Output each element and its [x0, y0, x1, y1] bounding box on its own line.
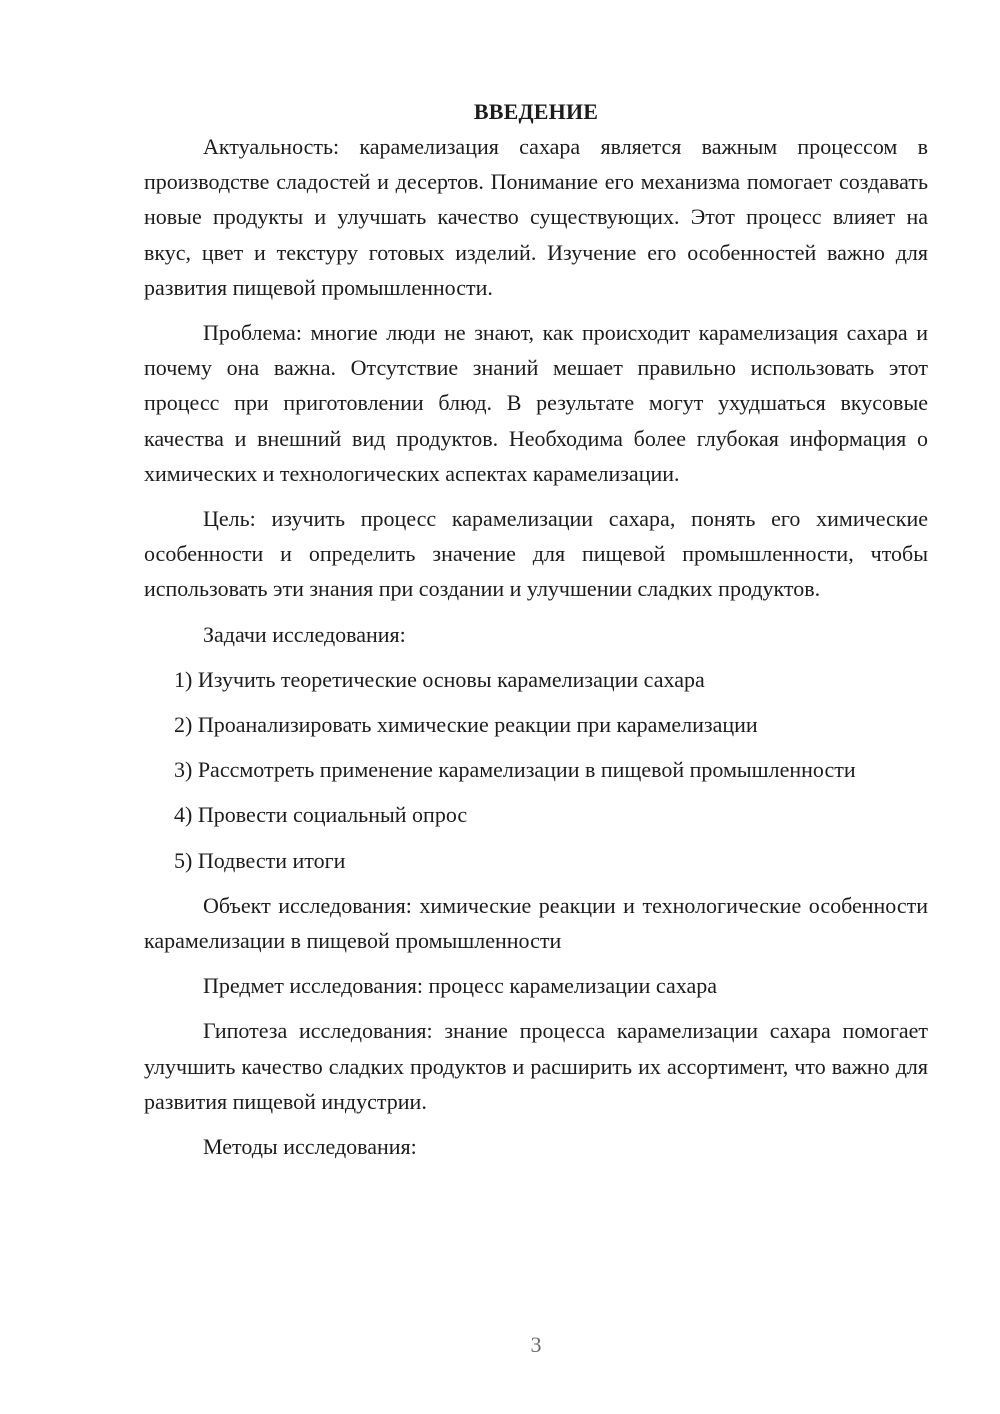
paragraph-subject: Предмет исследования: процесс карамелизации сахара: [203, 973, 717, 999]
paragraph-hypothesis: Гипотеза исследования: знание процесса карамелизации сахара помогает улучшить качество сладких продуктов и расширить их ассортимент, что важно для развития пищевой индустрии.: [144, 1018, 928, 1114]
list-item: 2) Проанализировать химические реакции при карамелизации: [174, 712, 758, 738]
section-heading: ВВЕДЕНИЕ: [473, 99, 599, 124]
document-page: [144, 94, 928, 1174]
list-item: 4) Провести социальный опрос: [174, 802, 468, 828]
methods-title: Методы исследования:: [203, 1134, 417, 1160]
paragraph-relevance: Актуальность: карамелизация сахара является важным процессом в производстве сладостей и десертов. Понимание его механизма помогает создавать новые продукты и улучшать качество существующих. Этот процесс влияет на вкус, цвет и текстуру готовых изделий. Изучение его особенностей важно для развития пищевой промышленности.: [144, 134, 928, 300]
list-item: 1) Изучить теоретические основы карамелизации сахара: [174, 666, 705, 692]
paragraph-object: Объект исследования: химические реакции и технологические особенности карамелизации в пищевой промышленности: [144, 892, 928, 954]
list-item: 5) Подвести итоги: [174, 847, 346, 873]
tasks-title: Задачи исследования:: [203, 621, 406, 647]
page-number: 3: [530, 1332, 542, 1357]
paragraph-problem: Проблема: многие люди не знают, как происходит карамелизация сахара и почему она важна. Отсутствие знаний мешает правильно использовать этот процесс при приготовлении блюд. В результате могут ухудшаться вкусовые качества и внешний вид продуктов. Необходима более глубокая информация о химических и технологических аспектах карамелизации.: [144, 320, 928, 486]
list-item: 3) Рассмотреть применение карамелизации в пищевой промышленности: [174, 757, 856, 783]
paragraph-goal: Цель: изучить процесс карамелизации сахара, понять его химические особенности и определить значение для пищевой промышленности, чтобы использовать эти знания при создании и улучшении сладких продуктов.: [144, 506, 928, 602]
